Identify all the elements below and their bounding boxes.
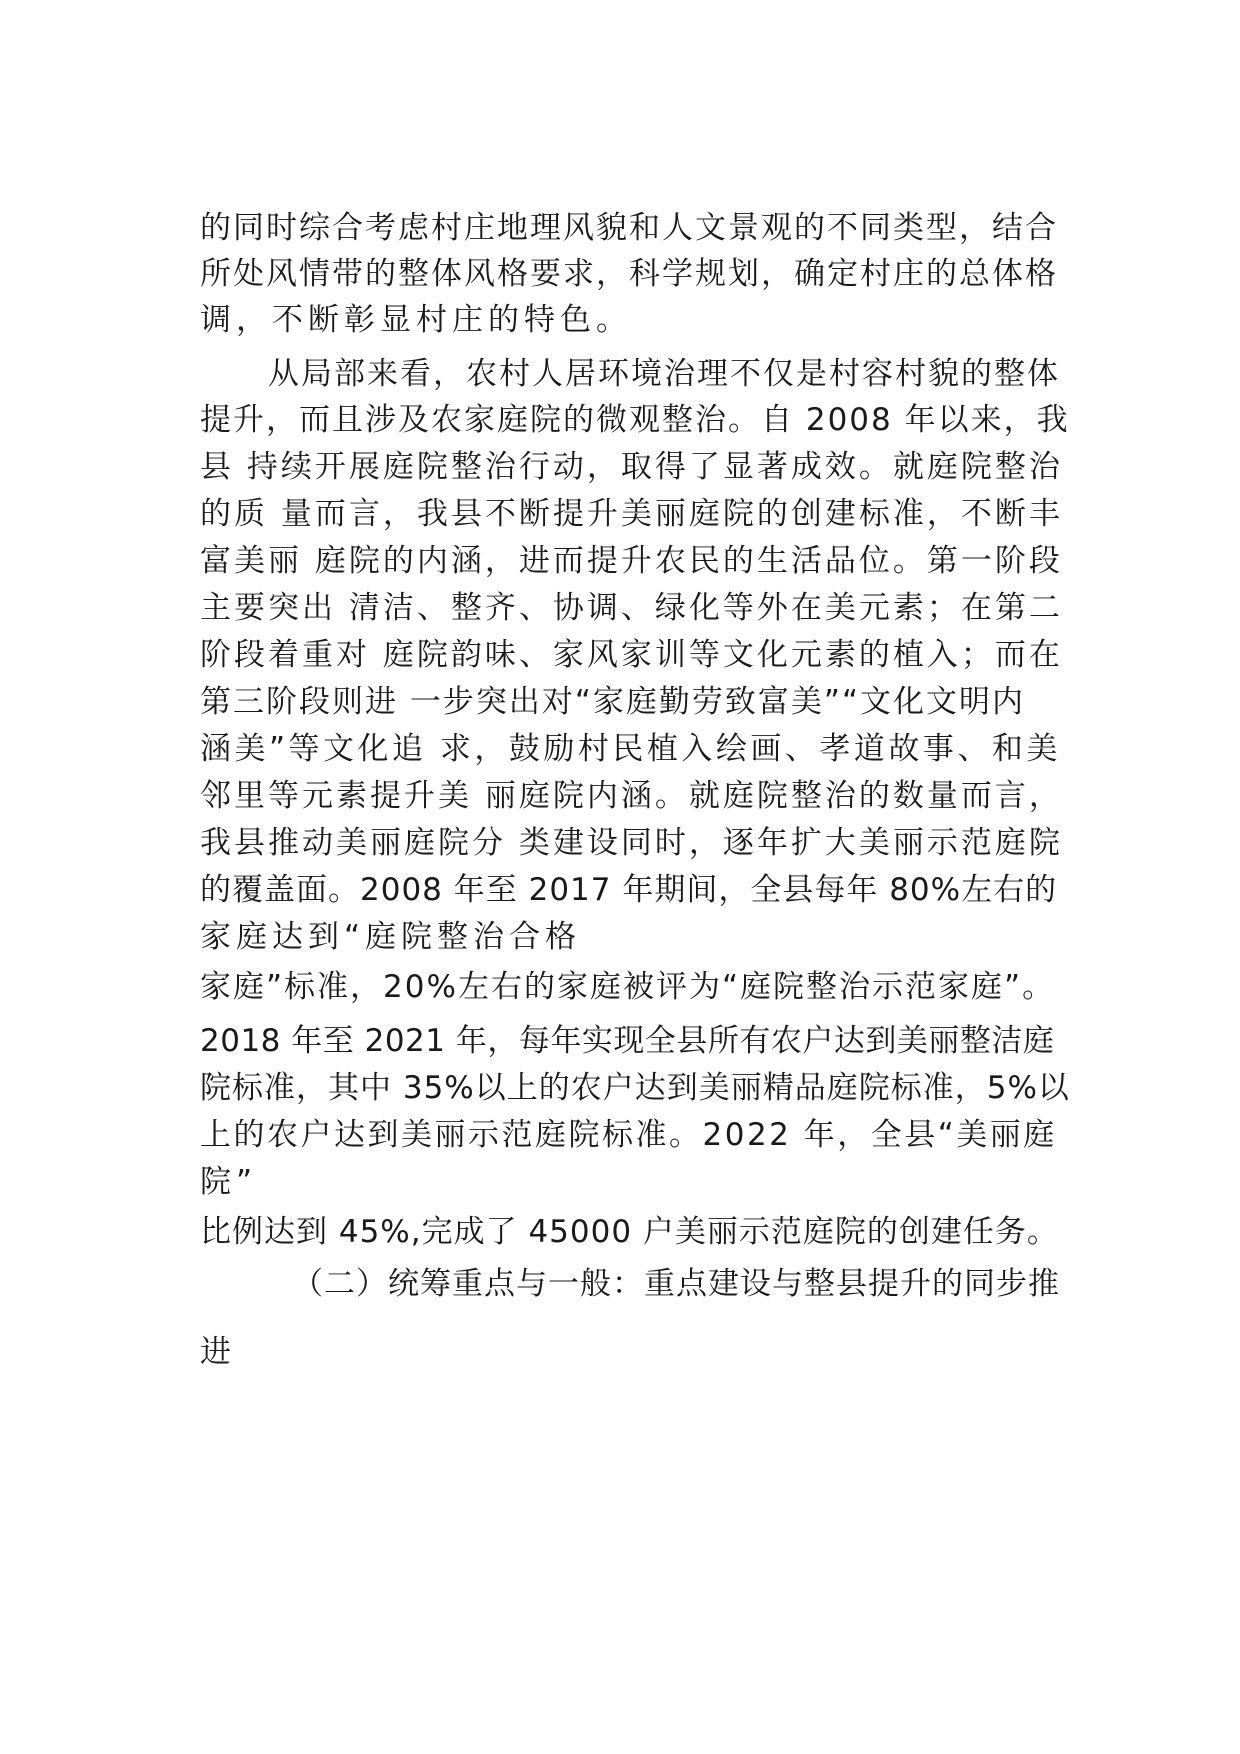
text-line: 院” xyxy=(200,1164,258,1200)
text-line: 第三阶段则进 一步突出对“家庭勤劳致富美”“文化文明内 xyxy=(200,684,1026,720)
text-line: 提升，而且涉及农家庭院的微观整治。自 2008 年以来，我 xyxy=(200,402,1070,438)
text-line: 从局部来看，农村人居环境治理不仅是村容村貌的整体 xyxy=(268,356,1060,392)
text-line: 阶段着重对 庭院韵味、家风家训等文化元素的植入；而在 xyxy=(200,637,1063,673)
text-line: 的质 量而言，我县不断提升美丽庭院的创建标准，不断丰 xyxy=(200,496,1063,532)
text-line: 家庭达到“庭院整治合格 xyxy=(200,919,582,955)
text-line: 涵美”等文化追 求，鼓励村民植入绘画、孝道故事、和美 xyxy=(200,731,1061,767)
section-heading: （二）统筹重点与一般：重点建设与整县提升的同步推 xyxy=(292,1266,1060,1302)
text-line: 县 持续开展庭院整治行动，取得了显著成效。就庭院整治 xyxy=(200,449,1063,485)
text-line: 家庭”标准，20%左右的家庭被评为“庭院整治示范家庭”。 xyxy=(200,969,1056,1005)
text-line: 调，不断彰显村庄的特色。 xyxy=(200,302,632,338)
text-line: 邻里等元素提升美 丽庭院内涵。就庭院整治的数量而言， xyxy=(200,778,1063,814)
text-line: 比例达到 45%,完成了 45000 户美丽示范庭院的创建任务。 xyxy=(200,1214,1059,1250)
text-line: 院标准，其中 35%以上的农户达到美丽精品庭院标准，5%以 xyxy=(200,1070,1070,1106)
text-line: 2018 年至 2021 年，每年实现全县所有农户达到美丽整洁庭 xyxy=(200,1023,1055,1059)
text-line: 富美丽 庭院的内涵，进而提升农民的生活品位。第一阶段 xyxy=(200,543,1063,579)
text-line: 的覆盖面。2008 年至 2017 年期间，全县每年 80%左右的 xyxy=(200,872,1058,908)
text-line: 所处风情带的整体风格要求，科学规划，确定村庄的总体格 xyxy=(200,256,1058,292)
text-line: 的同时综合考虑村庄地理风貌和人文景观的不同类型，结合 xyxy=(200,210,1058,246)
text-line: 上的农户达到美丽示范庭院标准。2022 年，全县“美丽庭 xyxy=(200,1117,1057,1153)
text-line: 我县推动美丽庭院分 类建设同时，逐年扩大美丽示范庭院 xyxy=(200,825,1063,861)
text-line: 主要突出 清洁、整齐、协调、绿化等外在美元素；在第二 xyxy=(200,590,1063,626)
section-heading-continuation: 进 xyxy=(200,1334,236,1370)
